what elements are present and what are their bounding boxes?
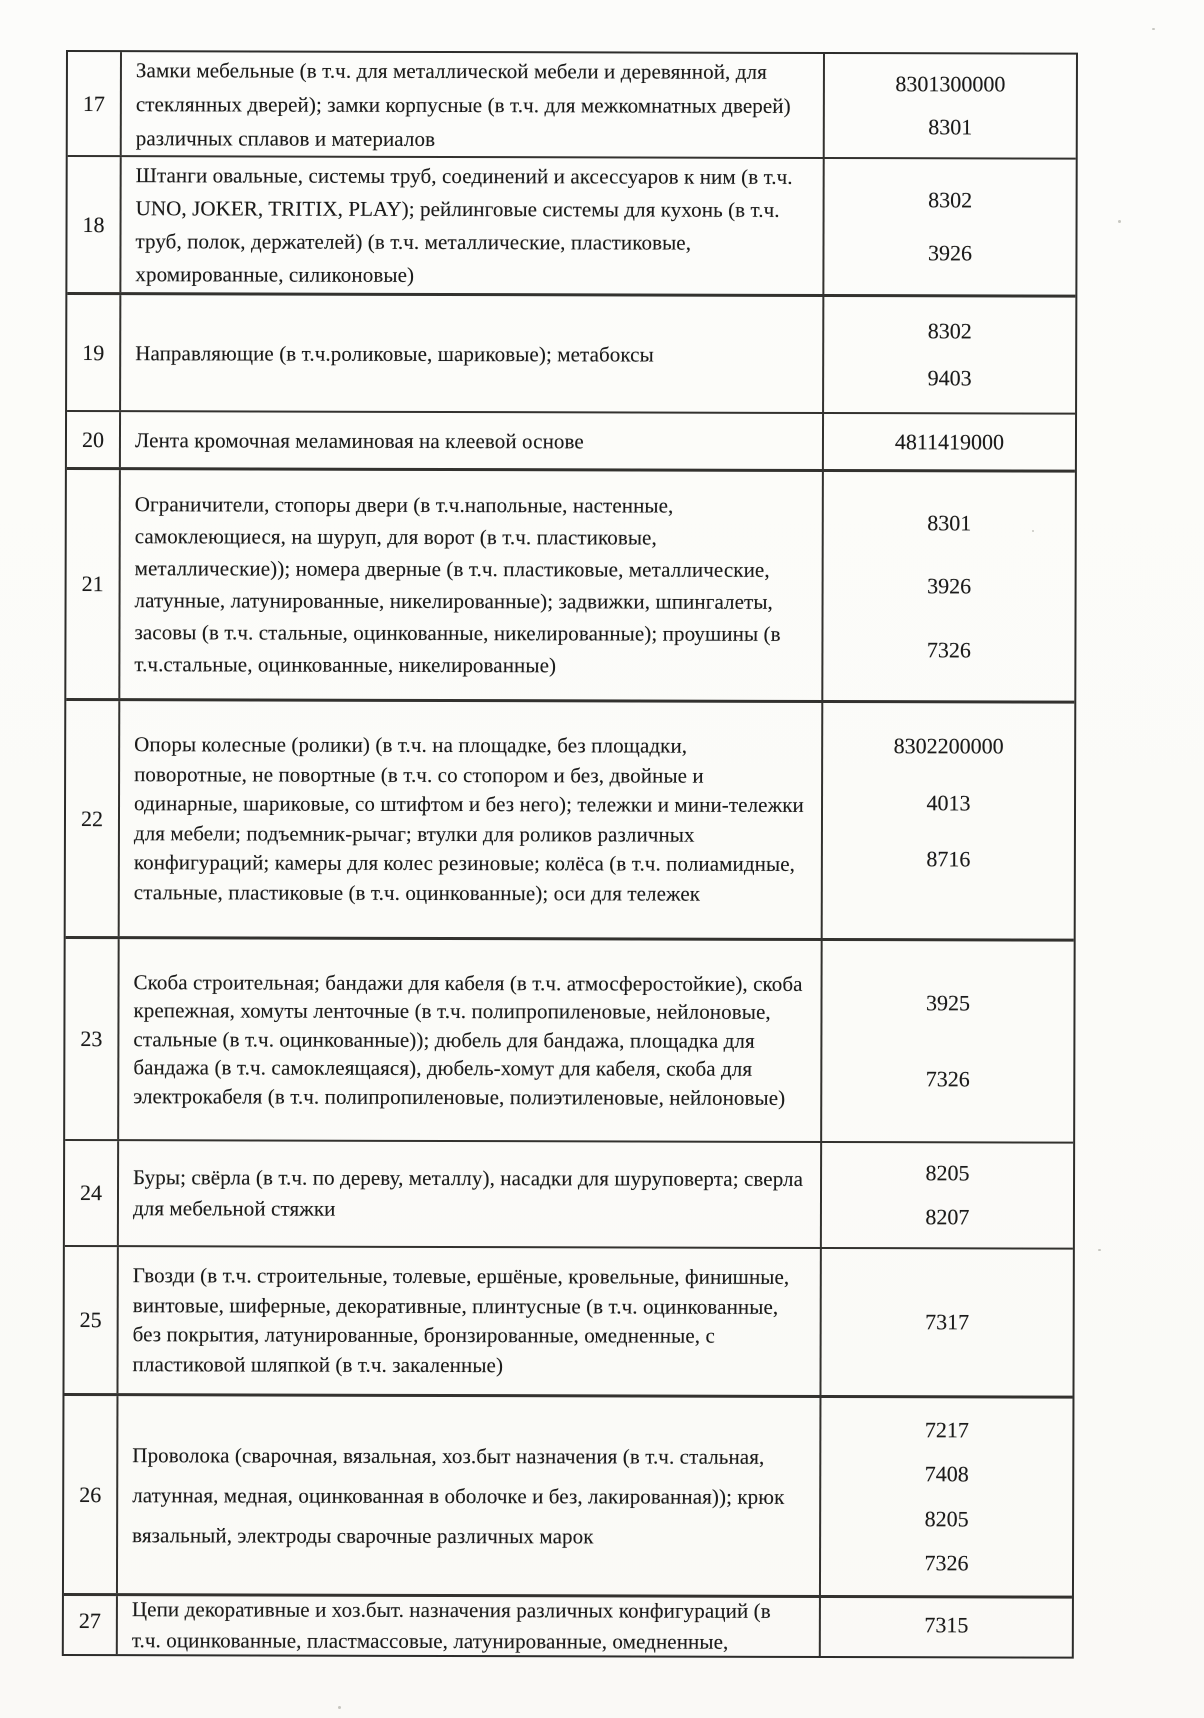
row-codes xyxy=(821,1398,1073,1596)
hs-code: 8302200000 xyxy=(893,733,1004,759)
row-number: 21 xyxy=(66,470,121,698)
hs-code: 8301 xyxy=(928,114,973,140)
table-row xyxy=(65,939,1074,1144)
table-row xyxy=(64,1396,1073,1599)
hs-code: 3925 xyxy=(925,990,971,1016)
table-row xyxy=(65,1141,1073,1250)
table-row xyxy=(68,52,1076,160)
hs-code: 7326 xyxy=(925,1065,970,1092)
row-codes xyxy=(823,472,1075,701)
row-description: Направляющие (в т.ч.роликовые, шариковые); метабоксы xyxy=(121,295,824,412)
scan-speck xyxy=(1152,28,1155,30)
hs-code: 8301 xyxy=(927,509,972,535)
row-description: Гвозди (в т.ч. строительные, толевые, ершёные, кровельные, финишные, винтовые, шиферные, декоративные, плинтусные (в т.ч. оцинкованные, без покрытия, латунированные, бронзированные, омедненные, с пластиковой шляпкой (в т.ч. закаленные) xyxy=(118,1247,821,1395)
row-description: Опоры колесные (ролики) (в т.ч. на площадке, без площадки, поворотные, не повортные (в т.ч. со стопором и без, двойные и одинарные, шариковые, со штифтом и без него); тележки и мини-тележки для мебели; подъемник-рычаг; втулки для роликов различных конфигураций; камеры для колес резиновые; колёса (в т.ч. полиамидные, стальные, пластиковые (в т.ч. оцинкованные); оси для тележек xyxy=(120,701,824,938)
hs-code: 8716 xyxy=(926,846,971,872)
hs-code: 8205 xyxy=(925,1160,970,1186)
hs-code: 8207 xyxy=(925,1203,970,1230)
row-number: 25 xyxy=(64,1247,118,1393)
hs-code: 7326 xyxy=(926,636,971,662)
row-number: 24 xyxy=(65,1141,119,1245)
hs-code: 7315 xyxy=(924,1612,969,1638)
row-description: Ограничители, стопоры двери (в т.ч.напольные, настенные, самоклеющиеся, на шуруп, для ворот (в т.ч. пластиковые, металлические)); номера дверные (в т.ч. пластиковые, металлические, латунные, латунированные, никелированные); задвижки, шпингалеты, засовы (в т.ч. стальные, оцинкованные, никелированные); проушины (в т.ч.стальные, оцинкованные, никелированные) xyxy=(120,470,824,700)
hs-code: 8302 xyxy=(927,318,972,344)
row-codes xyxy=(825,54,1076,158)
row-codes xyxy=(821,1598,1072,1657)
row-description: Проволока (сварочная, вязальная, хоз.быт назначения (в т.ч. стальная, латунная, медная, оцинкованная в оболочке и без, лакированная)); крюк вязальный, электроды сварочные различных марок xyxy=(118,1396,822,1595)
scan-speck xyxy=(338,1706,341,1709)
row-description: Штанги овальные, системы труб, соединений и аксессуаров к ним (в т.ч. UNO, JOKER, TRITIX, PLAY); рейлинговые системы для кухонь (в т.ч. труб, полок, держателей) (в т.ч. металлические, пластиковые, хромированные, силиконовые) xyxy=(121,157,824,294)
hs-code: 8302 xyxy=(928,186,973,213)
row-description: Лента кромочная меламиновая на клеевой основе xyxy=(121,412,824,469)
table-row xyxy=(66,701,1075,942)
hs-code: 9403 xyxy=(927,365,972,391)
scan-speck xyxy=(1118,220,1121,223)
row-codes xyxy=(824,414,1075,470)
row-description: Замки мебельные (в т.ч. для металлической мебели и деревянной, для стеклянных дверей); замки корпусные (в т.ч. для межкомнатных дверей) различных сплавов и материалов xyxy=(122,52,825,157)
row-number: 17 xyxy=(68,52,122,155)
table-row xyxy=(67,295,1075,415)
hs-code: 8205 xyxy=(924,1506,969,1532)
hs-code: 4013 xyxy=(926,789,971,815)
scan-speck xyxy=(1032,530,1034,532)
row-codes xyxy=(824,297,1075,413)
table-row xyxy=(67,412,1075,473)
table-row xyxy=(66,470,1075,704)
table-row xyxy=(64,1247,1072,1399)
hs-code: 8301300000 xyxy=(895,71,1006,97)
row-description: Буры; свёрла (в т.ч. по дереву, металлу), насадки для шуруповерта; сверла для мебельной стяжки xyxy=(119,1141,822,1247)
row-number: 19 xyxy=(67,295,121,410)
row-number: 23 xyxy=(65,939,120,1139)
row-codes xyxy=(823,703,1075,939)
hs-code: 7317 xyxy=(925,1309,970,1335)
row-description: Скоба строительная; бандажи для кабеля (в т.ч. атмосферостойкие), скоба крепежная, хомуты ленточные (в т.ч. полипропиленовые, нейлоновые, стальные (в т.ч. оцинкованные)); дюбель для бандажа, площадка для бандажа (в т.ч. самоклеящаяся), дюбель-хомут для кабеля, скоба для электрокабеля (в т.ч. полипропиленовые, полиэтиленовые, нейлоновые) xyxy=(119,939,823,1141)
row-number: 27 xyxy=(64,1596,118,1654)
hs-code: 7408 xyxy=(924,1461,969,1487)
hs-code: 7217 xyxy=(924,1416,969,1442)
hs-code: 3926 xyxy=(927,240,973,266)
scan-speck xyxy=(1098,1249,1101,1251)
hs-code: 7326 xyxy=(924,1550,969,1576)
hs-code: 4811419000 xyxy=(894,428,1005,454)
row-codes xyxy=(821,1249,1072,1396)
row-codes xyxy=(822,1143,1073,1248)
hs-code: 3926 xyxy=(927,573,972,599)
row-number: 22 xyxy=(66,701,121,936)
row-description: Цепи декоративные и хоз.быт. назначения различных конфигураций (в т.ч. оцинкованные, пластмассовые, латунированные, омедненные, xyxy=(118,1596,821,1656)
row-number: 20 xyxy=(67,412,121,467)
table-row xyxy=(64,1596,1072,1657)
row-codes xyxy=(822,941,1074,1142)
row-codes xyxy=(824,159,1075,295)
row-number: 26 xyxy=(64,1396,119,1593)
table-row xyxy=(67,157,1075,298)
row-number: 18 xyxy=(67,157,121,292)
commodity-codes-table xyxy=(62,50,1078,1659)
